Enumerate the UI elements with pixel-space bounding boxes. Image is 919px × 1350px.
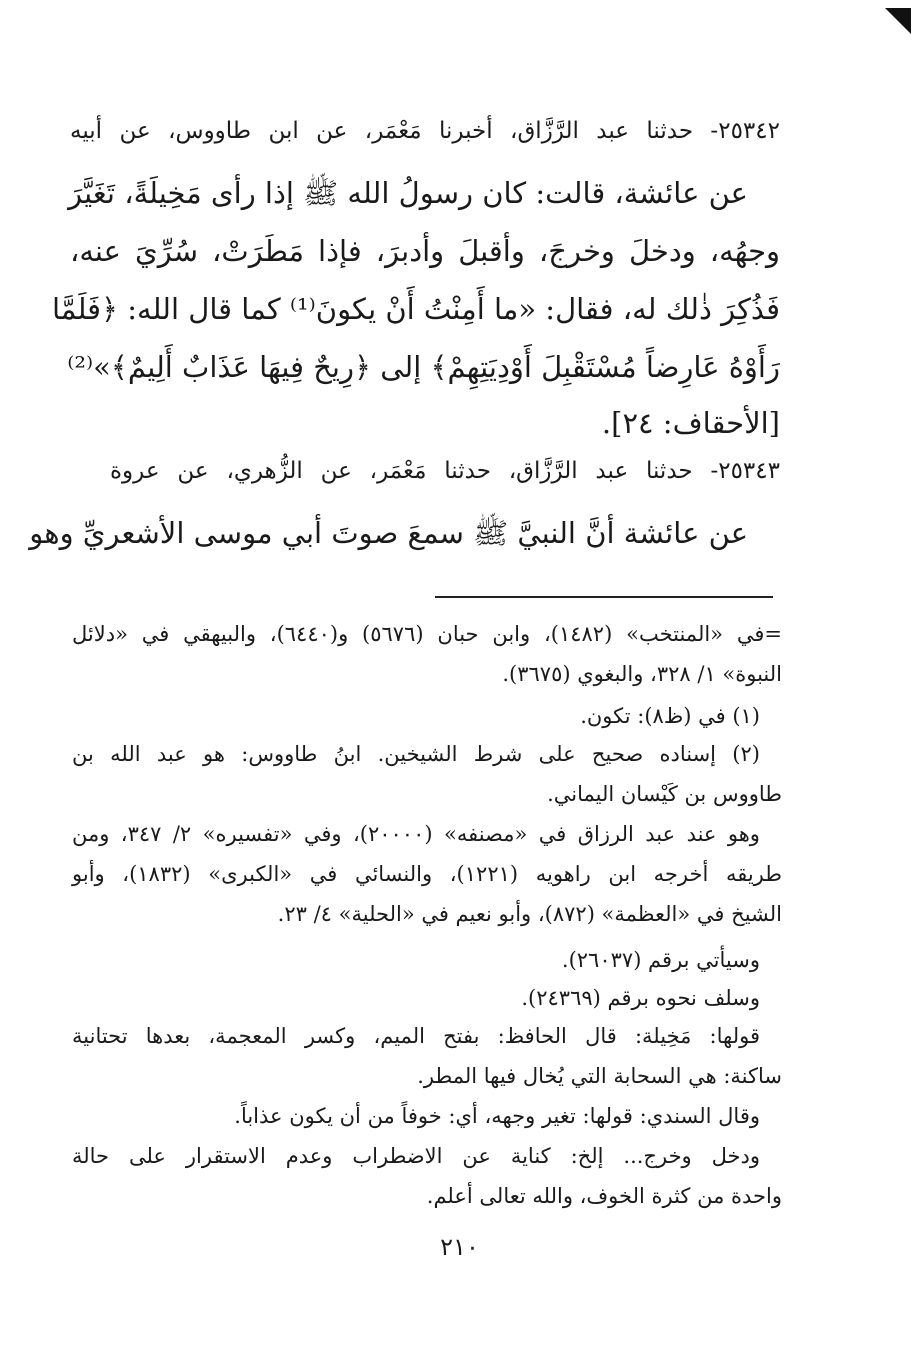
footnote-line: الشيخ في «العظمة» (٨٧٢)، وأبو نعيم في «الحلية» ٤/ ٢٣. <box>277 902 782 926</box>
footnote-line: طريقه أخرجه ابن راهويه (١٢٢١)، والنسائي في «الكبرى» (١٨٣٢)، وأبو <box>72 862 782 886</box>
corner-triangle-icon <box>885 8 911 34</box>
footnote-separator <box>435 596 773 598</box>
footnote-1: (١) في (ظ٨): تكون. <box>580 704 760 728</box>
footnote-line: النبوة» ١/ ٣٢٨، والبغوي (٣٦٧٥). <box>502 662 782 686</box>
footnote-line: =في «المنتخب» (١٤٨٢)، وابن حبان (٥٦٧٦) و(٦٤٤٠)، والبيهقي في «دلائل <box>72 622 782 646</box>
hadith-25343-line-1: ٢٥٣٤٣- حدثنا عبد الرَّزَّاق، حدثنا مَعْمَر، عن الزُّهري، عن عروة <box>110 458 780 484</box>
hadith-25342-line-1: ٢٥٣٤٢- حدثنا عبد الرَّزَّاق، أخبرنا مَعْمَر، عن ابن طاووس، عن أبيه <box>70 118 780 144</box>
page-number: ٢١٠ <box>440 1233 479 1261</box>
footnote-line: وقال السندي: قولها: تغير وجهه، أي: خوفاً من أن يكون عذاباً. <box>234 1104 760 1128</box>
footnote-line: واحدة من كثرة الخوف، والله تعالى أعلم. <box>426 1184 782 1208</box>
footnote-line: قولها: مَخِيلة: قال الحافظ: بفتح الميم، وكسر المعجمة، بعدها تحتانية <box>72 1024 760 1048</box>
footnote-line: وهو عند عبد الرزاق في «مصنفه» (٢٠٠٠٠)، وفي «تفسيره» ٢/ ٣٤٧، ومن <box>72 822 760 846</box>
hadith-25342-line-2: عن عائشة، قالت: كان رسولُ الله ﷺ إذا رأى مَخِيلَةً، تَغَيَّرَ <box>68 176 748 210</box>
hadith-25342-line-4: فَذُكِرَ ذٰلك له، فقال: «ما أَمِنْتُ أَنْ يكونَ⁽¹⁾ كما قال الله: ﴿فَلَمَّا <box>51 292 780 326</box>
hadith-25342-line-6: [الأحقاف: ٢٤]. <box>601 406 780 440</box>
footnote-line: ساكنة: هي السحابة التي يُخال فيها المطر. <box>417 1064 782 1088</box>
hadith-25343-line-2: عن عائشة أنَّ النبيَّ ﷺ سمعَ صوتَ أبي موسى الأشعريِّ وهو <box>29 516 748 550</box>
hadith-25342-line-5: رَأَوْهُ عَارِضاً مُسْتَقْبِلَ أَوْدِيَتِهِمْ﴾ إلى ﴿رِيحٌ فِيهَا عَذَابٌ أَلِيمٌ﴾»⁽²⁾ <box>67 350 780 384</box>
footnote-line: وسلف نحوه برقم (٢٤٣٦٩). <box>521 986 760 1010</box>
footnote-line: طاووس بن كَيْسان اليماني. <box>547 782 782 806</box>
footnote-2: (٢) إسناده صحيح على شرط الشيخين. ابنُ طاووس: هو عبد الله بن <box>72 742 760 766</box>
hadith-25342-line-3: وجهُه، ودخلَ وخرجَ، وأقبلَ وأدبرَ، فإذا مَطَرَتْ، سُرِّيَ عنه، <box>70 234 780 268</box>
footnote-line: وسيأتي برقم (٢٦٠٣٧). <box>561 948 760 972</box>
footnote-line: ودخل وخرج... إلخ: كناية عن الاضطراب وعدم الاستقرار على حالة <box>72 1144 760 1168</box>
